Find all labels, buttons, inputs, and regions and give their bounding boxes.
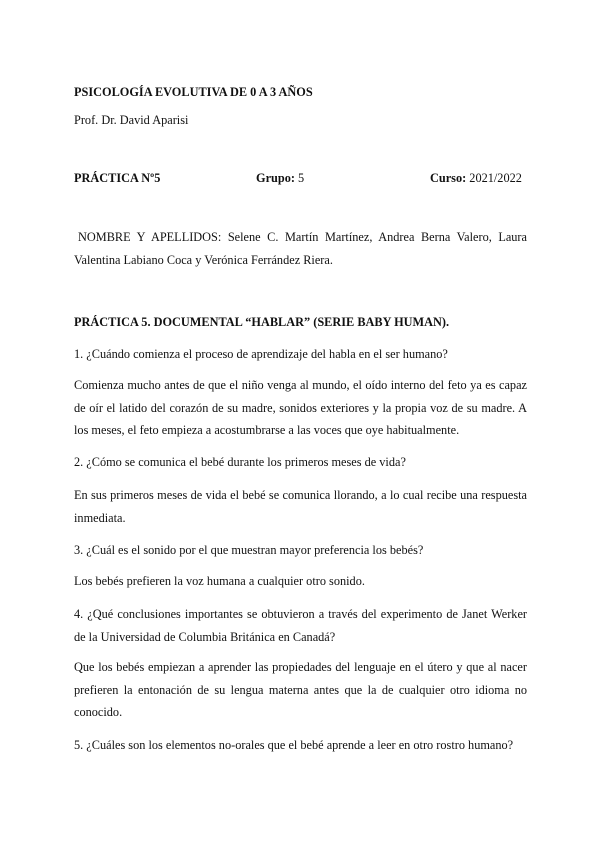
question-3: 3. ¿Cuál es el sonido por el que muestran mayor preferencia los bebés? (74, 543, 424, 557)
question-2: 2. ¿Cómo se comunica el bebé durante los primeros meses de vida? (74, 455, 406, 469)
curso-field (430, 168, 522, 188)
curso-label: Curso: (430, 171, 467, 185)
question-5: 5. ¿Cuáles son los elementos no-orales que el bebé aprende a leer en otro rostro humano? (74, 738, 514, 752)
grupo-value: 5 (298, 171, 305, 185)
grupo-label: Grupo: (256, 171, 295, 185)
student-names: NOMBRE Y APELLIDOS: Selene C. Martín Martínez, Andrea Berna Valero, Laura Valentina Labiano Coca y Verónica Ferrández Riera. (74, 230, 527, 267)
answer-3: Los bebés prefieren la voz humana a cualquier otro sonido. (74, 574, 365, 588)
answer-1: Comienza mucho antes de que el niño venga al mundo, el oído interno del feto ya es capaz de oír el latido del corazón de su madre, sonidos exteriores y la propia voz de su madre. A los meses, el feto empieza a acostumbrarse a las voces que oye habitualmente. (74, 378, 527, 437)
section-title: PRÁCTICA 5. DOCUMENTAL “HABLAR” (SERIE BABY HUMAN). (74, 315, 450, 329)
curso-value: 2021/2022 (469, 171, 522, 185)
practica-number (74, 168, 160, 188)
question-1: 1. ¿Cuándo comienza el proceso de aprendizaje del habla en el ser humano? (74, 347, 448, 361)
professor-name: Prof. Dr. David Aparisi (74, 113, 189, 127)
grupo-field (256, 168, 304, 188)
course-title: PSICOLOGÍA EVOLUTIVA DE 0 A 3 AÑOS (74, 85, 313, 99)
practica-label: PRÁCTICA Nº5 (74, 171, 161, 185)
answer-2: En sus primeros meses de vida el bebé se comunica llorando, a lo cual recibe una respuesta inmediata. (74, 488, 527, 525)
answer-4: Que los bebés empiezan a aprender las propiedades del lenguaje en el útero y que al nacer prefieren la entonación de su lengua materna antes que la de cualquier otro idioma no conocido. (74, 660, 527, 719)
question-4: 4. ¿Qué conclusiones importantes se obtuvieron a través del experimento de Janet Werker de la Universidad de Columbia Británica en Canadá? (74, 607, 527, 644)
